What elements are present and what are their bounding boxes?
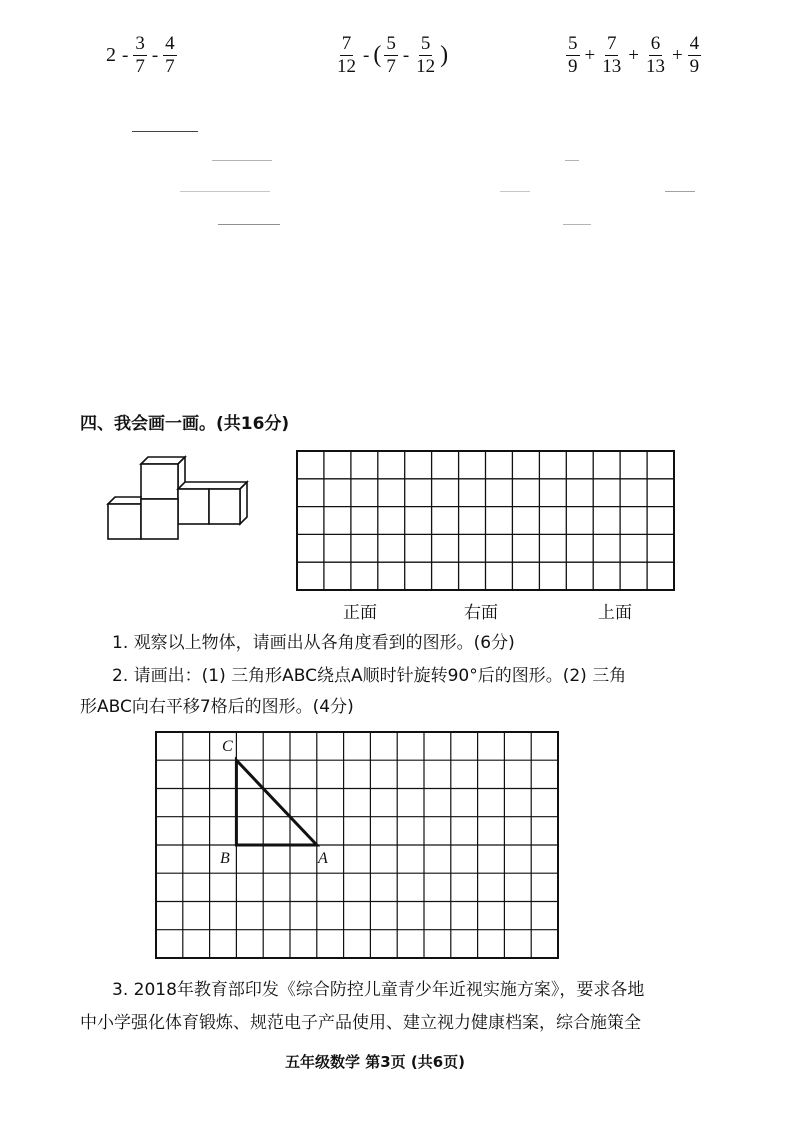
question-1: 1. 观察以上物体，请画出从各角度看到的图形。(6分) — [112, 633, 515, 653]
fraction — [163, 33, 177, 78]
numerator: 4 — [689, 33, 700, 54]
fraction — [644, 33, 667, 78]
plus-sign: + — [628, 44, 639, 66]
numerator: 7 — [606, 33, 617, 54]
views-grid — [296, 450, 676, 592]
expression-3 — [564, 33, 703, 78]
fraction — [335, 33, 358, 78]
fraction — [600, 33, 623, 78]
left-paren: ( — [373, 42, 382, 68]
scan-mark — [218, 224, 280, 225]
scan-mark — [665, 191, 695, 192]
fraction — [566, 33, 580, 78]
fraction — [133, 33, 147, 78]
view-label-right: 右面 — [464, 603, 498, 623]
question-2-line-1: 2. 请画出：(1) 三角形ABC绕点A顺时针旋转90°后的图形。(2) 三角 — [112, 666, 627, 686]
denominator: 7 — [165, 56, 175, 77]
fraction — [384, 33, 398, 78]
fraction — [414, 33, 437, 78]
denominator: 9 — [568, 56, 578, 77]
scan-mark — [132, 131, 198, 132]
numerator: 5 — [386, 33, 396, 54]
minus-sign: - — [151, 44, 159, 66]
point-label-a: A — [318, 850, 328, 867]
minus-sign: - — [402, 44, 410, 66]
denominator: 9 — [689, 56, 700, 77]
minus-sign: - — [122, 44, 129, 66]
minus-sign: - — [363, 44, 370, 66]
plus-sign: + — [584, 44, 596, 66]
right-paren: ) — [440, 42, 449, 68]
denominator: 12 — [416, 56, 436, 77]
scan-mark — [565, 160, 579, 161]
expression-1 — [106, 33, 179, 78]
scan-mark — [212, 160, 272, 161]
scan-mark — [500, 191, 530, 192]
expression-2 — [333, 33, 449, 78]
question-2-line-2: 形ABC向右平移7格后的图形。(4分) — [80, 697, 354, 717]
triangle-grid — [155, 731, 560, 961]
numerator: 7 — [341, 33, 352, 54]
point-label-b: B — [220, 850, 230, 867]
denominator: 13 — [602, 56, 622, 77]
section-title: 四、我会画一画。(共16分) — [80, 414, 290, 434]
page-footer: 五年级数学 第3页 (共6页) — [285, 1053, 466, 1071]
denominator: 7 — [386, 56, 396, 77]
view-label-front: 正面 — [343, 603, 377, 623]
triangle-abc — [236, 760, 316, 845]
fraction — [688, 33, 702, 78]
numerator: 5 — [568, 33, 578, 54]
question-3-line-2: 中小学强化体育锻炼、规范电子产品使用、建立视力健康档案，综合施策全 — [80, 1013, 641, 1033]
cube-figure — [100, 450, 260, 540]
view-label-top: 上面 — [598, 603, 632, 623]
denominator: 12 — [337, 56, 356, 77]
numerator: 3 — [135, 33, 145, 54]
whole-number: 2 — [106, 44, 116, 66]
numerator: 6 — [650, 33, 661, 54]
denominator: 7 — [135, 56, 145, 77]
point-label-c: C — [222, 738, 233, 755]
numerator: 4 — [165, 33, 175, 54]
scan-mark — [180, 191, 270, 192]
question-3-line-1: 3. 2018年教育部印发《综合防控儿童青少年近视实施方案》，要求各地 — [112, 980, 645, 1000]
scan-mark — [563, 224, 591, 225]
denominator: 13 — [645, 56, 665, 77]
plus-sign: + — [671, 44, 683, 66]
numerator: 5 — [420, 33, 431, 54]
